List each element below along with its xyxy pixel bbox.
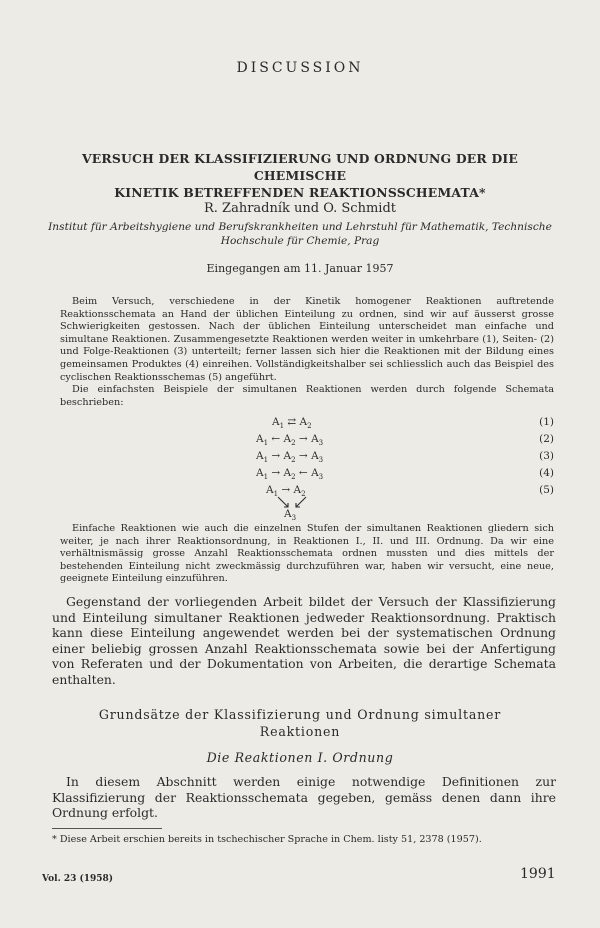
equation-number: (5) bbox=[539, 484, 554, 496]
scheme-expression: $A_1 \to A_2 \to A_3$ bbox=[256, 450, 324, 465]
abstract-continued bbox=[60, 523, 554, 586]
abstract-paragraph-2: Die einfachsten Beispiele der simultanen Reaktionen werden durch folgende Schemata beschrieben: bbox=[60, 384, 554, 408]
received-date: Eingegangen am 11. Januar 1957 bbox=[206, 262, 394, 275]
abstract-paragraph-3: Einfache Reaktionen wie auch die einzelnen Stufen der simultanen Reaktionen gliedern sich weiter, je nach ihrer Reaktionsordnung, in Reaktionen I., II. und III. Ordnung. Da wir eine verhältnismässig grosse Anzahl Reaktionsschemata ordnen mussten und dies mittels der bestehenden Einteilung nicht zweckmässig durchzuführen war, haben wir versucht, eine neue, geeignete Einteilung einzuführen. bbox=[60, 523, 554, 585]
subsection-title: Die Reaktionen I. Ordnung bbox=[206, 750, 394, 765]
article-title bbox=[40, 150, 560, 201]
title-line-1: VERSUCH DER KLASSIFIZIERUNG UND ORDNUNG DER DIE CHEMISCHE bbox=[81, 151, 519, 183]
scheme-expression: $A_1$ ← $A_2 \to A_3$ bbox=[256, 433, 324, 448]
section-header: DISCUSSION bbox=[236, 60, 364, 76]
equation-number: (4) bbox=[539, 467, 554, 479]
affiliation-line-1: Institut für Arbeitshygiene und Berufskrankheiten und Lehrstuhl für Mathematik, Technische bbox=[48, 221, 552, 233]
equation-number: (2) bbox=[539, 433, 554, 445]
reaction-scheme-3 bbox=[60, 450, 554, 465]
body-paragraph-2: In diesem Abschnitt werden einige notwendige Definitionen zur Klassifizierung der Reaktionsschemata gegeben, gemäss denen dann ihre Ordnung erfolgt. bbox=[52, 774, 556, 821]
volume-label: Vol. 23 (1958) bbox=[42, 874, 114, 884]
article-authors: R. Zahradník und O. Schmidt bbox=[204, 201, 396, 216]
equation-number: (1) bbox=[539, 416, 554, 428]
footnote-divider bbox=[52, 828, 162, 829]
body-text-2 bbox=[52, 774, 556, 821]
body-text bbox=[52, 594, 556, 688]
reaction-scheme-5 bbox=[60, 484, 554, 523]
reaction-schemes bbox=[60, 416, 554, 523]
section-title bbox=[40, 706, 560, 740]
abstract bbox=[60, 296, 554, 409]
scheme-expression: $A_1$ ⇄ $A_2$ bbox=[272, 416, 312, 431]
scheme-expression: $A_1 \to A_2$ ← $A_3$ bbox=[256, 467, 324, 482]
reaction-scheme-4 bbox=[60, 467, 554, 482]
equation-number: (3) bbox=[539, 450, 554, 462]
page-number: 1991 bbox=[520, 866, 556, 882]
author-affiliation bbox=[38, 220, 562, 248]
section-title-line-2: Reaktionen bbox=[259, 724, 341, 739]
abstract-paragraph-1: Beim Versuch, verschiedene in der Kinetik homogener Reaktionen auftretende Reaktionsschemata an Hand der üblichen Einteilung zu ordnen, sind wir auf äusserst grosse Schwierigkeiten gestossen. Nach der üblichen Einteilung unterscheidet man einfache und simultane Reaktionen. Zusammengesetzte Reaktionen werden weiter in umkehrbare (1), Seiten- (2) und Folge-Reaktionen (3) unterteilt; ferner lassen sich hier die Reaktionen mit der Bildung eines gemeinsamen Produktes (4) einreihen. Vollständigkeitshalber sei schliesslich auch das Beispiel des cyclischen Reaktionsschemas (5) angeführt. bbox=[60, 296, 554, 383]
section-title-line-1: Grundsätze der Klassifizierung und Ordnung simultaner bbox=[98, 707, 502, 722]
footnote: * Diese Arbeit erschien bereits in tschechischer Sprache in Chem. listy 51, 2378 (1957). bbox=[52, 834, 482, 845]
scheme-expression: $A_1 \to A_2$ bbox=[266, 484, 306, 499]
scheme-product: $A_3$ bbox=[284, 508, 297, 523]
reaction-scheme-2 bbox=[60, 433, 554, 448]
body-paragraph-1: Gegenstand der vorliegenden Arbeit bildet der Versuch der Klassifizierung und Einteilung simultaner Reaktionen jedweder Reaktionsordnung. Praktisch kann diese Einteilung angewendet werden bei der systematischen Ordnung einer beliebig grossen Anzahl Reaktionsschemata sowie bei der Anfertigung von Referaten und der Dokumentation von Arbeiten, die derartige Schemata enthalten. bbox=[52, 594, 556, 687]
reaction-scheme-1 bbox=[60, 416, 554, 431]
affiliation-line-2: Hochschule für Chemie, Prag bbox=[220, 235, 380, 247]
title-line-2: KINETIK BETREFFENDEN REAKTIONSSCHEMATA* bbox=[114, 185, 486, 200]
